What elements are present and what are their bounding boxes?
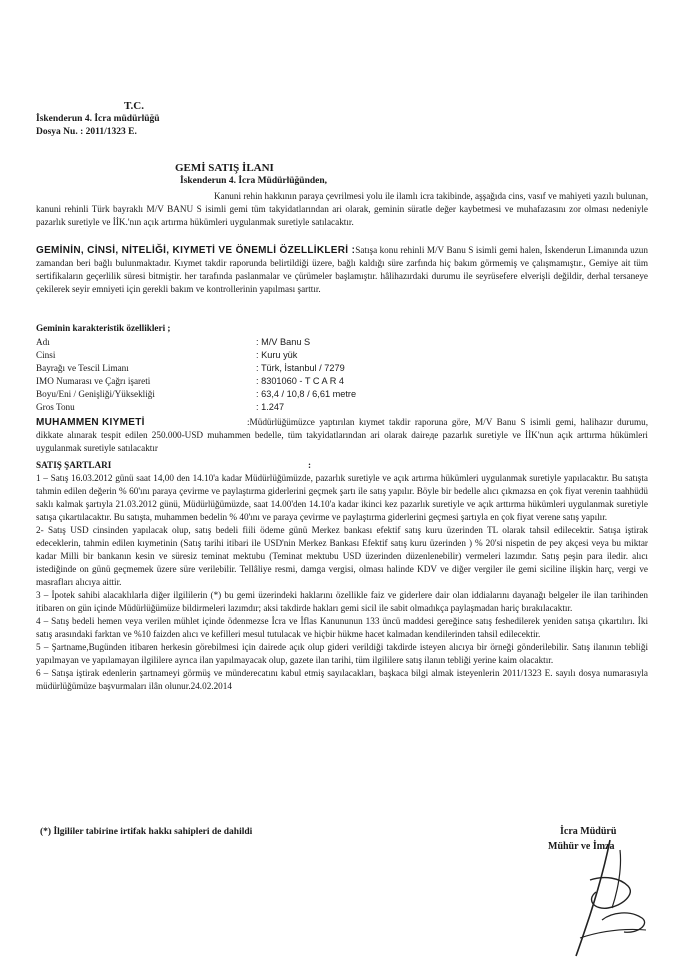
signature-title: İcra Müdürü — [560, 826, 617, 837]
spec-label: Bayrağı ve Tescil Limanı — [36, 363, 129, 373]
spec-row — [36, 336, 556, 349]
valuation-paragraph — [36, 416, 648, 455]
specs-table — [36, 336, 556, 414]
spec-label: Boyu/Eni / Genişliği/Yüksekliği — [36, 389, 155, 399]
conditions-list — [36, 472, 648, 693]
spec-label: IMO Numarası ve Çağrı işareti — [36, 376, 151, 386]
intro-paragraph — [36, 190, 648, 229]
page-subtitle: İskenderun 4. İcra Müdürlüğünden, — [180, 176, 328, 186]
spec-label: Adı — [36, 337, 50, 347]
condition-item: 4 – Satış bedeli hemen veya verilen mühlet içinde ödenmezse İcra ve İflas Kanununun 133 üncü maddesi gereğince satış feshedilerek yeniden satışa çıkartılırı. İki satış arasındaki farktan ve %10 faizden alıcı ve kefilleri mesul tutulacak ve hiçbir hükme hacet kalmadan kendilerinden tahsil edilecektir. — [36, 616, 648, 639]
spec-row — [36, 401, 556, 414]
file-number: Dosya Nu. : 2011/1323 E. — [36, 127, 137, 137]
condition-item: 3 – İpotek sahibi alacaklılarla diğer ilgililerin (*) bu gemi üzerindeki haklarını özellikle faiz ve giderlere dair olan iddialarını dayanağı belgeler ile ilan tarihinden itibaren on gün içinde Müdürlüğümüze bildirmeleri lazımdır; aksi takdirde hakları gemi sicil ile sabit olmadıkça paylaşmadan hariç bırakılacaktır. — [36, 590, 648, 613]
spec-value: : 1.247 — [256, 402, 285, 412]
valuation-heading: MUHAMMEN KIYMETİ — [36, 417, 145, 428]
specs-heading: Geminin karakteristik özellikleri ; — [36, 323, 171, 333]
spec-row — [36, 388, 556, 401]
features-text: Satışa konu rehinli M/V Banu S isimli gemi halen, İskenderun Limanında uzun zamandan beri bağlı bulunmaktadır. Kıymet takdir raporunda belirtildiği üzere, bağlı kaldığı süre zarfında hiç bakım görmemiş ve çalışmamıştır., Gemiye ait tüm sertifikaların geçerlilik süresi bitmiştir. her tarafında paslanmalar ve çürümeler başlamıştır. hâlihazırdaki durumu ile seyrüsefere elverişli değildir, derhal tersaneye çekilerek seyir emniyeti için gerekli bakım ve kontrollerinin yapılması şarttır. — [36, 245, 648, 294]
features-heading: GEMİNİN, CİNSİ, NİTELİĞİ, KIYMETİ VE ÖNEMLİ ÖZELLİKLERİ : — [36, 245, 356, 256]
tc-heading: T.C. — [124, 100, 144, 112]
condition-item: 2- Satış USD cinsinden yapılacak olup, satış bedeli fiili ödeme günü Merkez bankası efektif satış kuru üzerinden TL olarak tahsil edilecektir. Satışa iştirak edeceklerin, tahmin edilen kıymetinin (Satış tarihi itibari ile USD'nin Merkez Bankası Efektif satış kuru üzerinden ) % 20'si nispetin de pey akçesi veya bu miktar kadar Milli bir bankanın kesin ve süresiz teminat mektubu (Teminat mektubu USD üzerinden düzenlenebilir) vermeleri lazımdır. Satış peşin para iledir. alıcı istediğinde on günü geçmemek üzere süre verilebilir. Tellâliye resmi, damga vergisi, olması halinde KDV ve diğer vergiler ile gemi siciline ilişkin harç, vergi ve masrafları alıcıya aittir. — [36, 525, 648, 587]
handwritten-signature — [550, 820, 660, 960]
signature-stamp-label: Mühür ve İmza — [548, 841, 615, 852]
office-name: İskenderun 4. İcra müdürlüğü — [36, 114, 160, 124]
spec-label: Cinsi — [36, 350, 56, 360]
spec-value: : M/V Banu S — [256, 337, 311, 347]
spec-value: : Türk, İstanbul / 7279 — [256, 363, 345, 373]
page-title: GEMİ SATIŞ İLANI — [175, 162, 274, 174]
features-section — [36, 244, 648, 296]
valuation-section — [36, 416, 648, 455]
condition-item: 6 – Satışa iştirak edenlerin şartnameyi görmüş ve münderecatını kabul etmiş sayılacakları, başkaca bilgi almak isteyenlerin 2011/1323 E. sayılı dosya numarasıyla müdürlüğümüze başvurmaları ilân olunur.24.02.2014 — [36, 668, 648, 691]
conditions-heading-colon: : — [308, 460, 312, 470]
intro-text: Kanuni rehin hakkının paraya çevrilmesi yolu ile ilamlı icra takibinde, aşşağıda cins, vasıf ve mahiyeti yazılı bulunan, kanuni rehinli Türk bayraklı M/V BANU S isimli gemi tüm takyidatlarından ari olarak, geminin süratle değer kaybetmesi ve muhafazasını zor olması nedeniyle pazarlık suretiyle ve İİK.'nın açık artırma hükümleri uygulanmak suretiyle satılacaktır. — [36, 191, 648, 227]
spec-value: : 63,4 / 10,8 / 6,61 metre — [256, 389, 357, 399]
spec-value: : Kuru yük — [256, 350, 298, 360]
spec-value: : 8301060 - T C A R 4 — [256, 376, 345, 386]
spec-row — [36, 362, 556, 375]
condition-item: 5 – Şartname,Bugünden itibaren herkesin görebilmesi için dairede açık olup gideri verildiği takdirde isteyen alıcıya bir örneği gönderilebilir. Satış ilanının tebliği yapılmayan ve yapılamayan ilgililere ayrıca ilan yapılmayacak olup, gazete ilan tarihi, tüm ilgililere satış ilanın tebliği yerine kaim olacaktır. — [36, 642, 648, 665]
spec-row — [36, 349, 556, 362]
condition-item: 1 – Satış 16.03.2012 günü saat 14,00 den 14.10'a kadar Müdürlüğümüzde, pazarlık suretiyle ve açık artırma hükümleri uygulanmak suretiyle yapılacaktır. Bu satışta tahmin edilen değerin % 60'ını paraya çevirme ve paylaştırma giderlerini geçmek şartı ile satış yapılır. Böyle bir bedelle alıcı çıkmazsa en çok fiyat verenin taahhüdü saklı kalmak şartıyla 21.03.2012 günü, Müdürlüğümüzde, saat 14.00'den 14.10'a kadar ikinci kez pazarlık suretiyle ve açık arttırma hükümleri uygulanmak suretiyle satışa çıkartılacaktır. Bu satışta, muhammen bedelin % 40'ını ve paraya çevirme ve paylaştırma giderlerini geçmesi şartıyla en çok fiyat verene satış yapılır. — [36, 473, 648, 522]
spec-label: Gros Tonu — [36, 402, 75, 412]
spec-row — [36, 375, 556, 388]
valuation-text: :Müdürlüğümüzce yaptırılan kıymet takdir raporuna göre, M/V Banu S isimli gemi, halihazır durumu, dikkate alınarak tespit edilen 250.000-USD muhammen bedelle, tüm takyidatlarından ari olarak daireде pazarlık suretiyle ve İİK'nun açık arttırma hükümleri uygulanmak suretiyle satılacaktır — [36, 417, 648, 453]
features-paragraph — [36, 244, 648, 296]
conditions-heading-row — [36, 459, 648, 472]
conditions-heading: SATIŞ ŞARTLARI — [36, 460, 112, 470]
footnote: (*) İlgililer tabirine irtifak hakkı sahipleri de dahildi — [40, 827, 253, 837]
